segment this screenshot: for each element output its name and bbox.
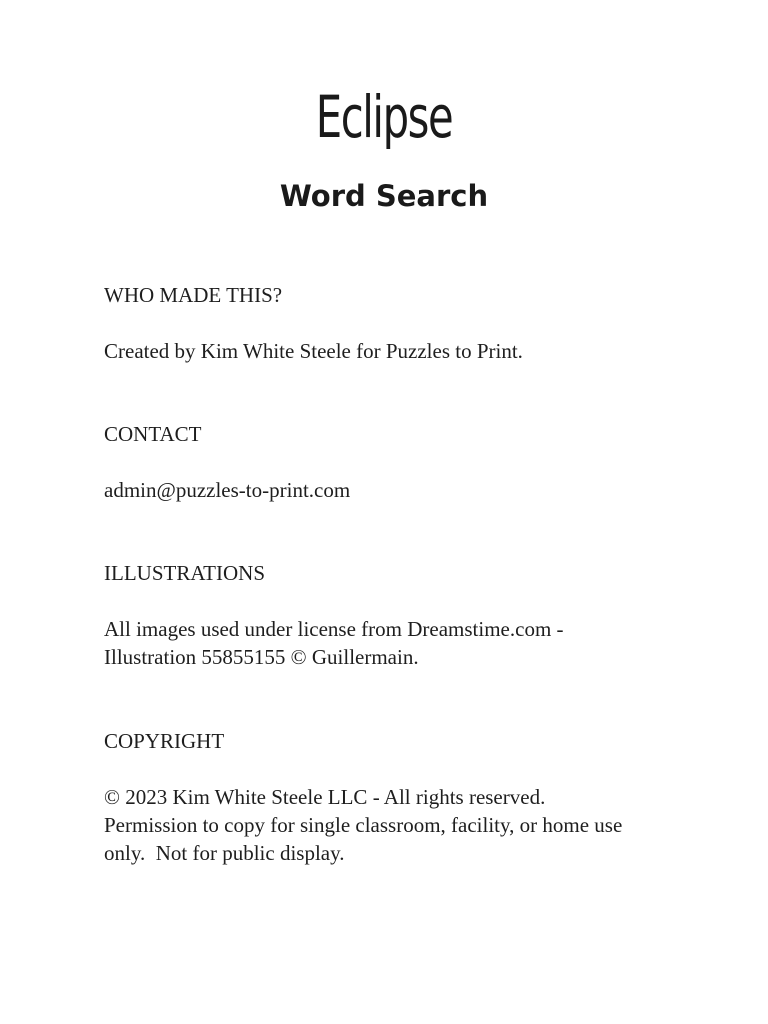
section-body [104, 476, 704, 504]
body-line: only. Not for public display. [104, 841, 345, 865]
section-body [104, 615, 704, 671]
section-heading: COPYRIGHT [104, 729, 225, 753]
section-heading: CONTACT [104, 422, 202, 446]
body-line: © 2023 Kim White Steele LLC - All rights reserved. [104, 785, 546, 809]
body-line: Created by Kim White Steele for Puzzles to Print. [104, 339, 523, 363]
section-body [104, 783, 704, 867]
section-illustrations [104, 559, 704, 671]
section-copyright [104, 727, 704, 867]
section-body [104, 337, 704, 365]
section-heading: ILLUSTRATIONS [104, 561, 265, 585]
body-line: Illustration 55855155 © Guillermain. [104, 645, 419, 669]
section-heading: WHO MADE THIS? [104, 283, 283, 307]
page-title: Eclipse [315, 83, 453, 151]
page-subtitle: Word Search [279, 179, 489, 213]
body-line: All images used under license from Dreamstime.com - [104, 617, 564, 641]
section-contact [104, 420, 704, 504]
contact-email: admin@puzzles-to-print.com [104, 478, 351, 502]
body-line: Permission to copy for single classroom, facility, or home use [104, 813, 623, 837]
section-who-made-this [104, 281, 704, 365]
